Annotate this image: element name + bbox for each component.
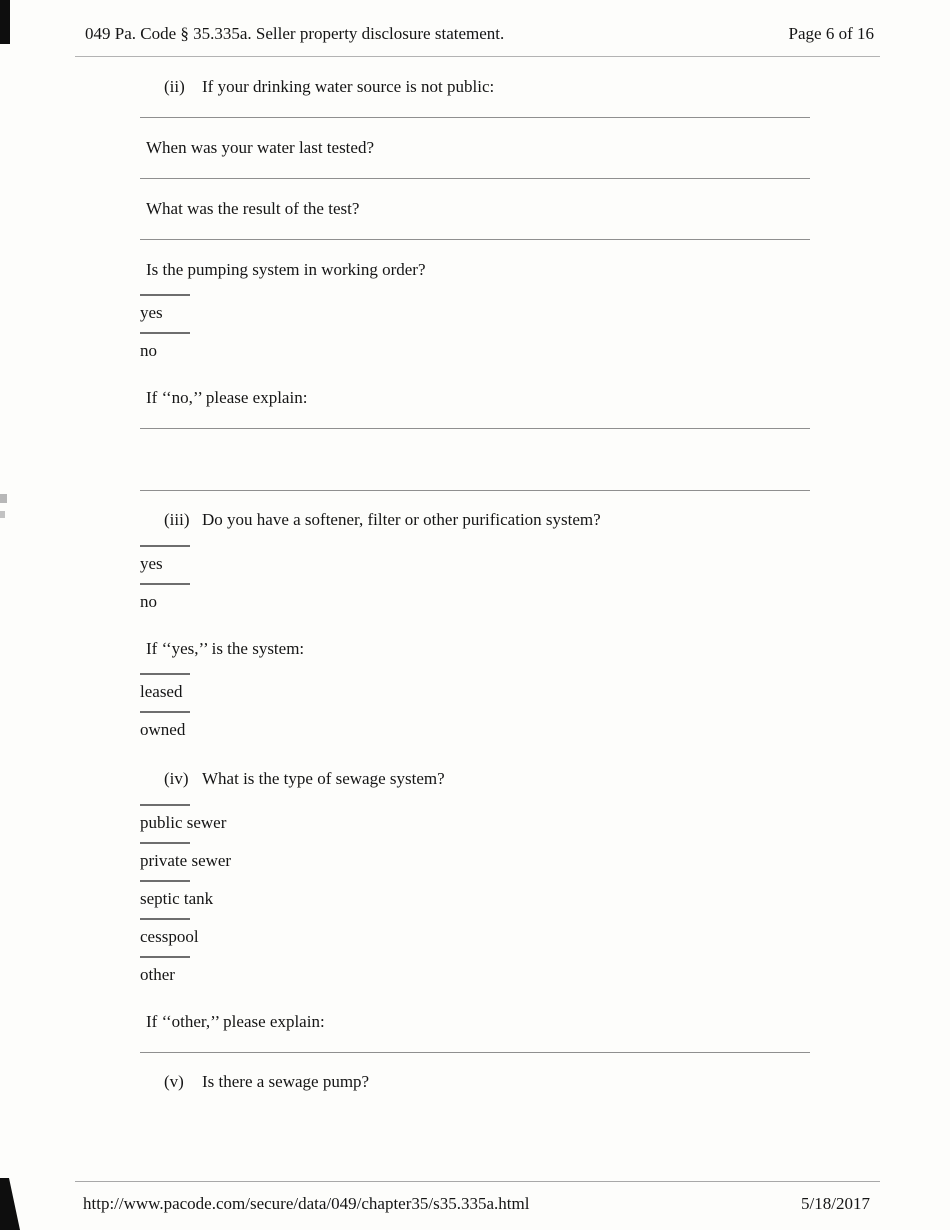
footer-date: 5/18/2017 <box>801 1194 870 1213</box>
option-label: yes <box>140 554 163 573</box>
question-text: Is there a sewage pump? <box>202 1072 370 1091</box>
blank-fill-line <box>140 490 810 492</box>
page-footer <box>75 1181 880 1214</box>
option-label: private sewer <box>140 851 232 870</box>
source-url: http://www.pacode.com/secure/data/049/chapter35/s35.335a.html <box>83 1194 530 1213</box>
option-label: leased <box>140 682 183 701</box>
answer-blank-line <box>140 918 190 920</box>
answer-blank-line <box>140 332 190 334</box>
prompt-text: If ‘‘other,’’ please explain: <box>146 1012 325 1031</box>
scan-artifact <box>0 0 10 44</box>
blank-space <box>140 430 810 470</box>
question-number: (v) <box>164 1072 184 1091</box>
answer-blank-line <box>140 956 190 958</box>
scan-artifact <box>0 511 5 518</box>
question-line <box>140 769 810 789</box>
option-label: other <box>140 965 175 984</box>
question-text: What is the type of sewage system? <box>202 769 445 788</box>
prompt-text: If ‘‘no,’’ please explain: <box>146 388 308 407</box>
document-title: 049 Pa. Code § 35.335a. Seller property disclosure statement. <box>85 24 505 43</box>
blank-fill-line <box>140 1052 810 1054</box>
scan-artifact <box>0 494 7 503</box>
answer-blank-line <box>140 294 190 296</box>
prompt-text: What was the result of the test? <box>146 199 360 218</box>
option-label: no <box>140 341 157 360</box>
blank-fill-line <box>140 178 810 180</box>
answer-blank-line <box>140 842 190 844</box>
question-line <box>140 77 810 97</box>
page-header <box>75 0 880 57</box>
question-text: Do you have a softener, filter or other purification system? <box>202 510 601 529</box>
answer-blank-line <box>140 804 190 806</box>
question-line <box>140 1072 810 1092</box>
prompt-text: Is the pumping system in working order? <box>146 260 426 279</box>
prompt-text: When was your water last tested? <box>146 138 374 157</box>
option-label: cesspool <box>140 927 199 946</box>
answer-blank-line <box>140 545 190 547</box>
option-label: septic tank <box>140 889 214 908</box>
document-body <box>0 57 950 1092</box>
blank-fill-line <box>140 239 810 241</box>
answer-blank-line <box>140 673 190 675</box>
answer-blank-line <box>140 880 190 882</box>
question-line <box>140 510 810 530</box>
page-number: Page 6 of 16 <box>788 24 874 43</box>
question-text: If your drinking water source is not public: <box>202 77 495 96</box>
option-label: yes <box>140 303 163 322</box>
question-number: (iv) <box>164 769 189 788</box>
answer-blank-line <box>140 583 190 585</box>
question-number: (ii) <box>164 77 185 96</box>
blank-fill-line <box>140 117 810 119</box>
answer-blank-line <box>140 711 190 713</box>
option-label: owned <box>140 720 186 739</box>
option-label: no <box>140 592 157 611</box>
prompt-text: If ‘‘yes,’’ is the system: <box>146 639 305 658</box>
question-number: (iii) <box>164 510 190 529</box>
scan-artifact <box>0 1178 20 1230</box>
option-label: public sewer <box>140 813 227 832</box>
